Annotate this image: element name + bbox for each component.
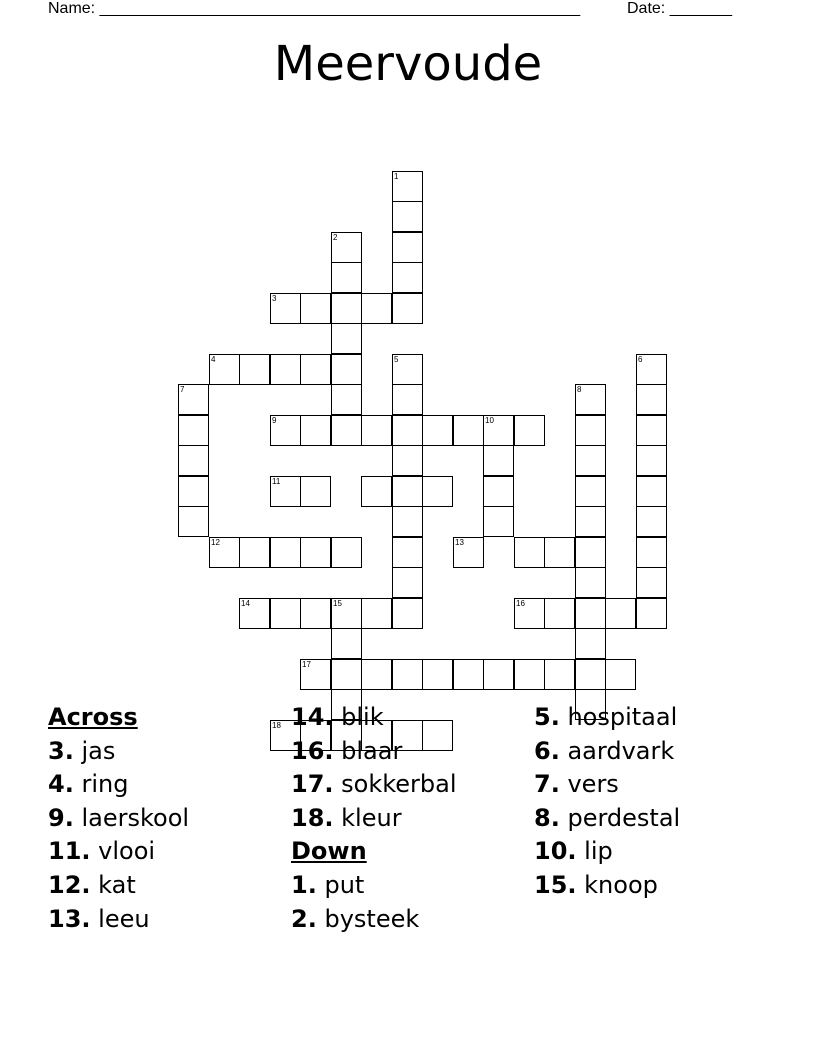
clue-number: 18 <box>272 721 281 730</box>
grid-cell[interactable] <box>270 415 301 446</box>
grid-cell[interactable] <box>514 659 545 690</box>
grid-cell[interactable] <box>422 415 453 446</box>
grid-cell[interactable] <box>483 445 514 476</box>
grid-cell[interactable] <box>239 598 270 629</box>
grid-cell[interactable] <box>605 598 636 629</box>
clue-number: 10 <box>485 416 494 425</box>
clue-down-8: 8. perdestal <box>534 803 681 832</box>
grid-cell[interactable] <box>361 659 392 690</box>
grid-cell[interactable] <box>605 659 636 690</box>
grid-cell[interactable] <box>209 537 240 568</box>
grid-cell[interactable] <box>392 445 423 476</box>
grid-cell[interactable] <box>361 476 392 507</box>
clue-down-6: 6. aardvark <box>534 736 675 765</box>
across-heading: Across <box>48 703 138 731</box>
grid-cell[interactable] <box>514 537 545 568</box>
grid-cell[interactable] <box>575 659 606 690</box>
down-heading: Down <box>291 837 367 866</box>
grid-cell[interactable] <box>636 567 667 598</box>
clue-across-3: 3. jas <box>48 736 116 765</box>
grid-cell[interactable] <box>575 445 606 476</box>
clue-across-4: 4. ring <box>48 770 129 799</box>
grid-cell[interactable] <box>453 659 484 690</box>
clue-number: 1 <box>394 172 399 181</box>
grid-cell[interactable] <box>636 445 667 476</box>
clue-number: 2 <box>333 233 338 242</box>
grid-cell[interactable] <box>392 171 423 202</box>
grid-cell[interactable] <box>300 537 331 568</box>
grid-cell[interactable] <box>575 628 606 659</box>
grid-cell[interactable] <box>331 598 362 629</box>
clue-number: 12 <box>211 538 220 547</box>
clue-number: 13 <box>455 538 464 547</box>
grid-cell[interactable] <box>331 628 362 659</box>
clue-number: 15 <box>333 599 342 608</box>
grid-cell[interactable] <box>178 506 209 537</box>
grid-cell[interactable] <box>453 537 484 568</box>
grid-cell[interactable] <box>575 506 606 537</box>
grid-cell[interactable] <box>331 323 362 354</box>
clue-number: 3 <box>272 294 277 303</box>
grid-cell[interactable] <box>270 354 301 385</box>
grid-cell[interactable] <box>392 262 423 293</box>
date-field-label: Date: _______ <box>627 0 732 17</box>
clue-across-18: 18. kleur <box>291 803 402 832</box>
clue-down-2: 2. bysteek <box>291 904 420 933</box>
grid-cell[interactable] <box>392 567 423 598</box>
clue-across-17: 17. sokkerbal <box>291 770 457 799</box>
clue-number: 7 <box>180 385 185 394</box>
grid-cell[interactable] <box>544 659 575 690</box>
clue-down-7: 7. vers <box>534 770 619 799</box>
grid-cell[interactable] <box>575 598 606 629</box>
clue-across-9: 9. laerskool <box>48 803 190 832</box>
clue-number: 17 <box>302 660 311 669</box>
grid-cell[interactable] <box>270 476 301 507</box>
grid-cell[interactable] <box>209 354 240 385</box>
clue-across-12: 12. kat <box>48 870 136 899</box>
grid-cell[interactable] <box>544 537 575 568</box>
grid-cell[interactable] <box>270 598 301 629</box>
grid-cell[interactable] <box>392 384 423 415</box>
grid-cell[interactable] <box>392 415 423 446</box>
grid-cell[interactable] <box>300 354 331 385</box>
clue-down-1: 1. put <box>291 870 365 899</box>
grid-cell[interactable] <box>575 384 606 415</box>
puzzle-title: Meervoude <box>273 36 543 92</box>
grid-cell[interactable] <box>300 293 331 324</box>
grid-cell[interactable] <box>331 262 362 293</box>
clue-column-2 <box>291 701 457 936</box>
grid-cell[interactable] <box>483 659 514 690</box>
grid-cell[interactable] <box>392 354 423 385</box>
grid-cell[interactable] <box>300 476 331 507</box>
clue-number: 14 <box>241 599 250 608</box>
grid-cell[interactable] <box>178 384 209 415</box>
grid-cell[interactable] <box>575 415 606 446</box>
grid-cell[interactable] <box>544 598 575 629</box>
grid-cell[interactable] <box>331 293 362 324</box>
grid-cell[interactable] <box>483 415 514 446</box>
grid-cell[interactable] <box>392 293 423 324</box>
clue-number: 16 <box>516 599 525 608</box>
clue-down-5: 5. hospitaal <box>534 703 678 731</box>
grid-cell[interactable] <box>392 659 423 690</box>
grid-cell[interactable] <box>636 598 667 629</box>
clue-number: 9 <box>272 416 277 425</box>
grid-cell[interactable] <box>392 537 423 568</box>
clue-across-13: 13. leeu <box>48 904 150 933</box>
clue-across-14: 14. blik <box>291 703 384 731</box>
grid-cell[interactable] <box>392 476 423 507</box>
grid-cell[interactable] <box>270 537 301 568</box>
clue-column-1 <box>48 701 189 936</box>
grid-cell[interactable] <box>331 659 362 690</box>
grid-cell[interactable] <box>483 506 514 537</box>
grid-cell[interactable] <box>453 415 484 446</box>
grid-cell[interactable] <box>361 293 392 324</box>
grid-cell[interactable] <box>575 476 606 507</box>
clue-column-3 <box>534 701 680 903</box>
grid-cell[interactable] <box>300 415 331 446</box>
grid-cell[interactable] <box>331 232 362 263</box>
grid-cell[interactable] <box>483 476 514 507</box>
grid-cell[interactable] <box>392 201 423 232</box>
grid-cell[interactable] <box>331 384 362 415</box>
grid-cell[interactable] <box>392 232 423 263</box>
grid-cell[interactable] <box>178 476 209 507</box>
grid-cell[interactable] <box>392 598 423 629</box>
grid-cell[interactable] <box>361 598 392 629</box>
grid-cell[interactable] <box>636 354 667 385</box>
clue-number: 11 <box>272 477 281 486</box>
clue-number: 8 <box>577 385 582 394</box>
grid-cell[interactable] <box>575 567 606 598</box>
grid-cell[interactable] <box>361 415 392 446</box>
clue-number: 5 <box>394 355 399 364</box>
grid-cell[interactable] <box>575 537 606 568</box>
grid-cell[interactable] <box>300 659 331 690</box>
grid-cell[interactable] <box>239 537 270 568</box>
grid-cell[interactable] <box>636 415 667 446</box>
grid-cell[interactable] <box>178 445 209 476</box>
grid-cell[interactable] <box>636 476 667 507</box>
grid-cell[interactable] <box>270 293 301 324</box>
clue-across-16: 16. blaar <box>291 736 403 765</box>
clue-number: 6 <box>638 355 643 364</box>
grid-cell[interactable] <box>636 537 667 568</box>
grid-cell[interactable] <box>331 537 362 568</box>
clue-down-10: 10. lip <box>534 837 613 866</box>
name-field-label: Name: ______________________________________________________ <box>48 0 581 17</box>
grid-cell[interactable] <box>331 354 362 385</box>
grid-cell[interactable] <box>636 506 667 537</box>
grid-cell[interactable] <box>300 598 331 629</box>
grid-cell[interactable] <box>422 659 453 690</box>
grid-cell[interactable] <box>331 415 362 446</box>
grid-cell[interactable] <box>514 415 545 446</box>
grid-cell[interactable] <box>178 415 209 446</box>
clue-down-15: 15. knoop <box>534 870 658 899</box>
clue-number: 4 <box>211 355 216 364</box>
grid-cell[interactable] <box>514 598 545 629</box>
grid-cell[interactable] <box>239 354 270 385</box>
grid-cell[interactable] <box>422 476 453 507</box>
grid-cell[interactable] <box>636 384 667 415</box>
clue-across-11: 11. vlooi <box>48 837 156 866</box>
grid-cell[interactable] <box>392 506 423 537</box>
